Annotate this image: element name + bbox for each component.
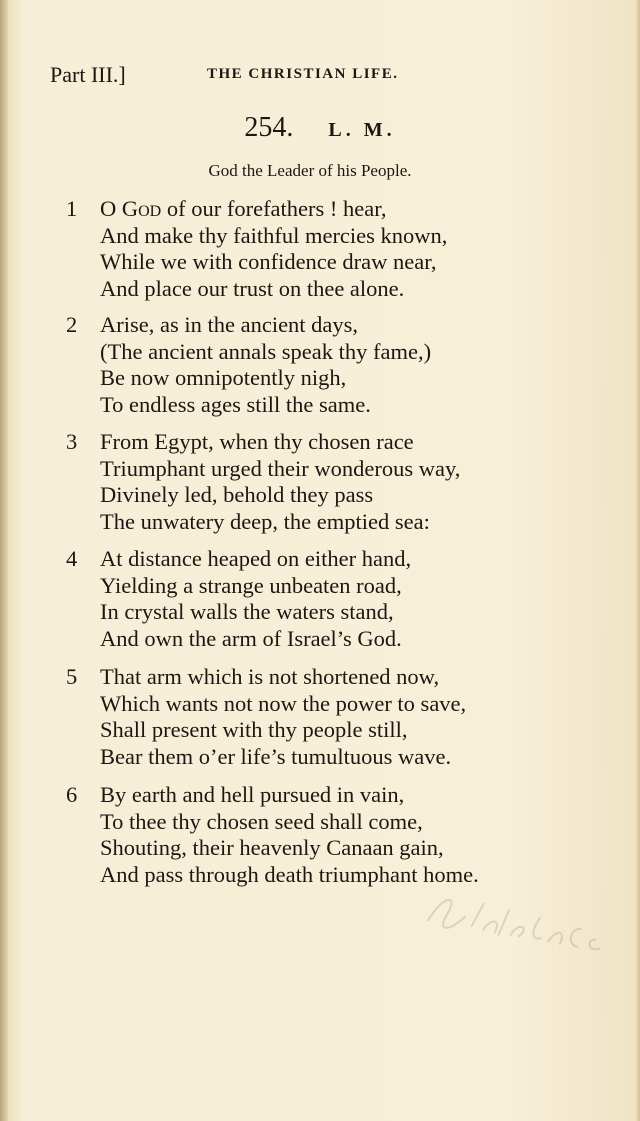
verse-line: That arm which is not shortened now, xyxy=(100,664,440,689)
verse-line: Bear them o’er life’s tumultuous wave. xyxy=(100,743,452,769)
verse-line: And make thy faithful mercies known, xyxy=(100,222,448,248)
verse-line: (The ancient annals speak thy fame,) xyxy=(100,338,432,364)
hymn-title: God the Leader of his People. xyxy=(208,161,412,180)
verse-line: And pass through death triumphant home. xyxy=(100,861,479,887)
verse-line: Shouting, their heavenly Canaan gain, xyxy=(100,835,444,860)
verse-line: Shall present with thy people still, xyxy=(100,717,408,742)
verse-line: To thee thy chosen seed shall come, xyxy=(100,808,423,834)
stanza-number: 4 xyxy=(66,546,78,571)
hymn-meter: L. M. xyxy=(328,119,396,141)
verse-line: The unwatery deep, the emptied sea: xyxy=(100,508,430,534)
verse-line: To endless ages still the same. xyxy=(100,391,371,417)
verse-line: In crystal walls the waters stand, xyxy=(100,599,394,624)
verse-line: And place our trust on thee alone. xyxy=(100,275,405,301)
verse-line: Divinely led, behold they pass xyxy=(100,482,374,507)
hymn-number: 254. xyxy=(244,112,294,143)
stanza-number: 5 xyxy=(66,664,78,689)
part-label: Part III.] xyxy=(50,62,126,87)
verse-line: Arise, as in the ancient days, xyxy=(100,312,359,337)
verse-line: Be now omnipotently nigh, xyxy=(100,365,347,390)
stanza xyxy=(66,782,586,888)
page-header xyxy=(50,62,590,92)
verse-line: Yielding a strange unbeaten road, xyxy=(100,572,402,598)
verse-line: Triumphant urged their wonderous way, xyxy=(100,455,461,481)
stanza-number: 1 xyxy=(66,196,78,221)
stanza xyxy=(66,546,586,652)
stanza-number: 2 xyxy=(66,312,78,337)
running-title: THE CHRISTIAN LIFE. xyxy=(207,66,399,82)
stanza xyxy=(66,429,586,535)
stanza-number: 6 xyxy=(66,782,78,807)
library-stamp-watermark xyxy=(417,880,640,981)
verse-line: Which wants not now the power to save, xyxy=(100,690,467,716)
hymn-heading xyxy=(0,112,640,144)
verse-line: While we with confidence draw near, xyxy=(100,249,437,274)
verse-line: From Egypt, when thy chosen race xyxy=(100,429,414,454)
verse-line: By earth and hell pursued in vain, xyxy=(100,782,405,807)
verse-line: At distance heaped on either hand, xyxy=(100,546,412,571)
stanza-number: 3 xyxy=(66,429,78,454)
stanza xyxy=(66,664,586,770)
stanza xyxy=(66,312,586,418)
verse-line: And own the arm of Israel’s God. xyxy=(100,625,402,651)
stanza xyxy=(66,196,586,302)
verse-line: O God of our forefathers ! hear, xyxy=(100,196,387,221)
